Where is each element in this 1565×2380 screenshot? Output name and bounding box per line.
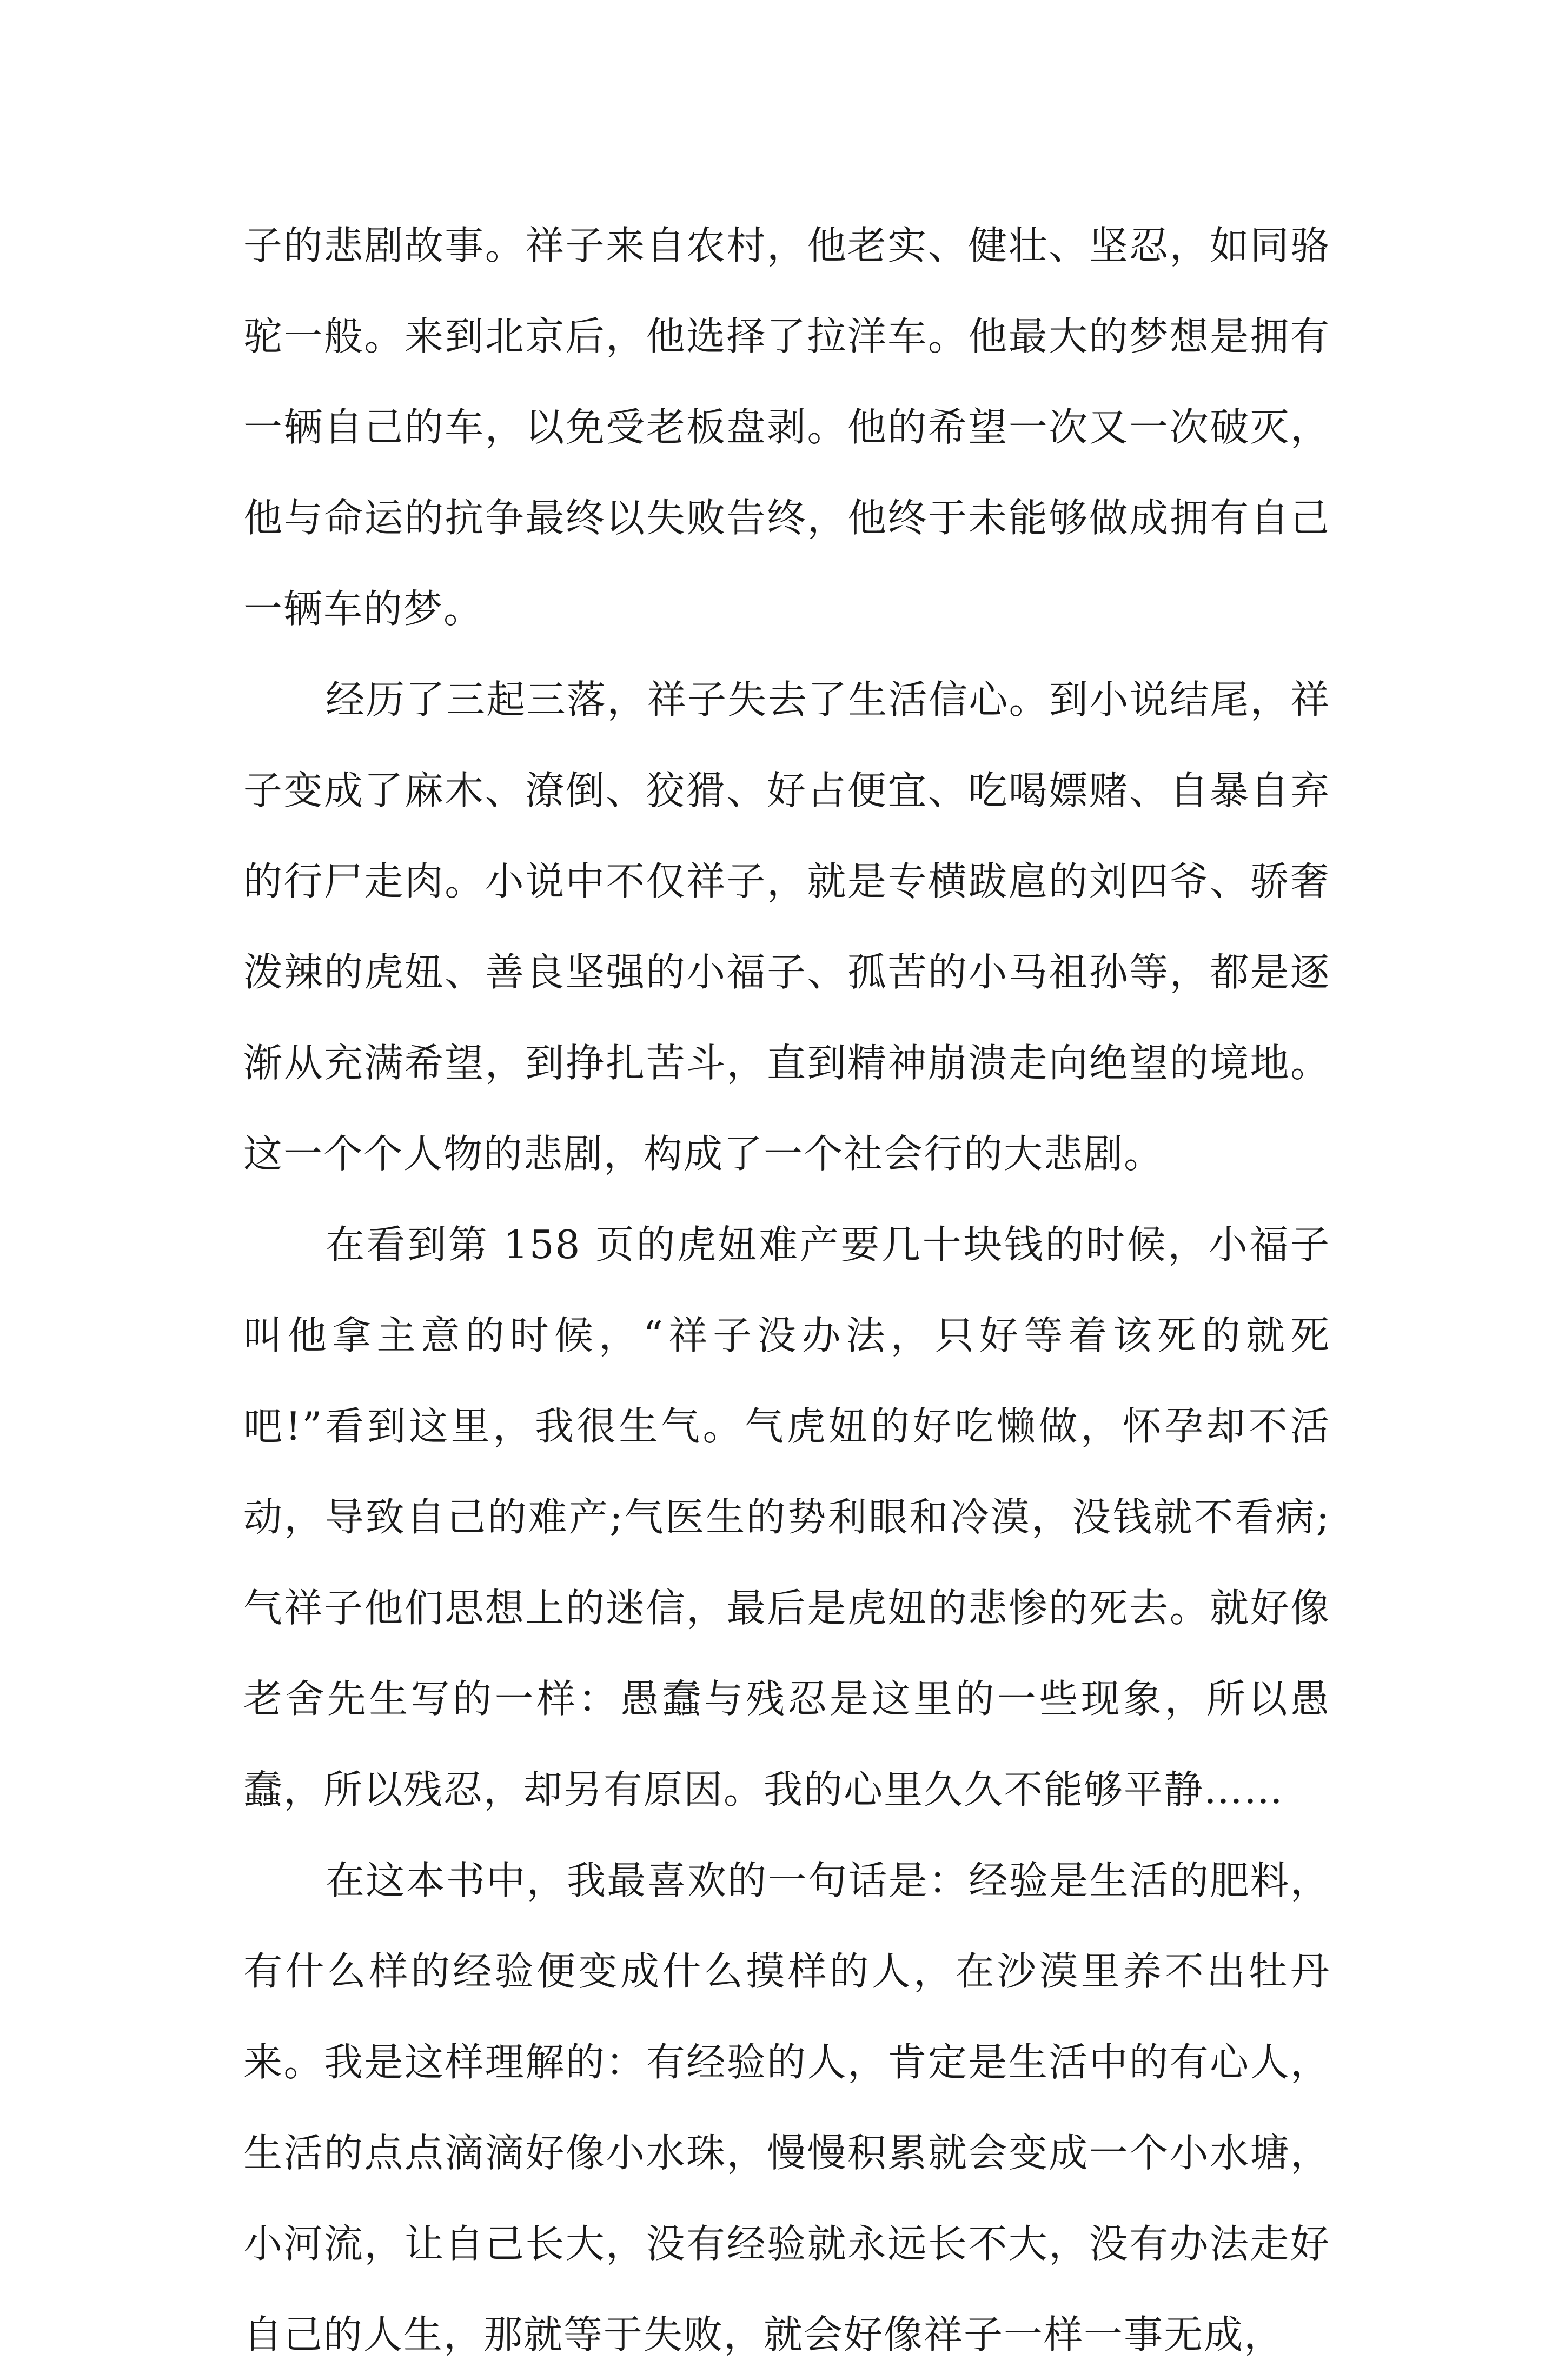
document-body [243, 200, 1330, 2380]
paragraph: 在看到第 158 页的虎妞难产要几十块钱的时候，小福子叫他拿主意的时候，“祥子没办法，只好等着该死的就死吧!”看到这里，我很生气。气虎妞的好吃懒做，怀孕却不活动，导致自己的难产;气医生的势利眼和冷漠，没钱就不看病;气祥子他们思想上的迷信，最后是虎妞的悲惨的死去。就好像老舍先生写的一样：愚蠢与残忍是这里的一些现象，所以愚蠢，所以残忍，却另有原因。我的心里久久不能够平静…… [243, 1222, 1330, 1812]
paragraph: 经历了三起三落，祥子失去了生活信心。到小说结尾，祥子变成了麻木、潦倒、狡猾、好占便宜、吃喝嫖赌、自暴自弃的行尸走肉。小说中不仅祥子，就是专横跋扈的刘四爷、骄奢泼辣的虎妞、善良坚强的小福子、孤苦的小马祖孙等，都是逐渐从充满希望，到挣扎苦斗，直到精神崩溃走向绝望的境地。这一个个人物的悲剧，构成了一个社会行的大悲剧。 [243, 677, 1330, 1176]
paragraph: 在这本书中，我最喜欢的一句话是：经验是生活的肥料，有什么样的经验便变成什么摸样的人，在沙漠里养不出牡丹来。我是这样理解的：有经验的人，肯定是生活中的有心人，生活的点点滴滴好像小水珠，慢慢积累就会变成一个小水塘，小河流，让自己长大，没有经验就永远长不大，没有办法走好自己的人生，那就等于失败，就会好像祥子一样一事无成， [243, 1858, 1330, 2357]
paragraph-continuation: 子的悲剧故事。祥子来自农村，他老实、健壮、坚忍，如同骆驼一般。来到北京后，他选择了拉洋车。他最大的梦想是拥有一辆自己的车，以免受老板盘剥。他的希望一次又一次破灭，他与命运的抗争最终以失败告终，他终于未能够做成拥有自己一辆车的梦。 [243, 223, 1330, 631]
